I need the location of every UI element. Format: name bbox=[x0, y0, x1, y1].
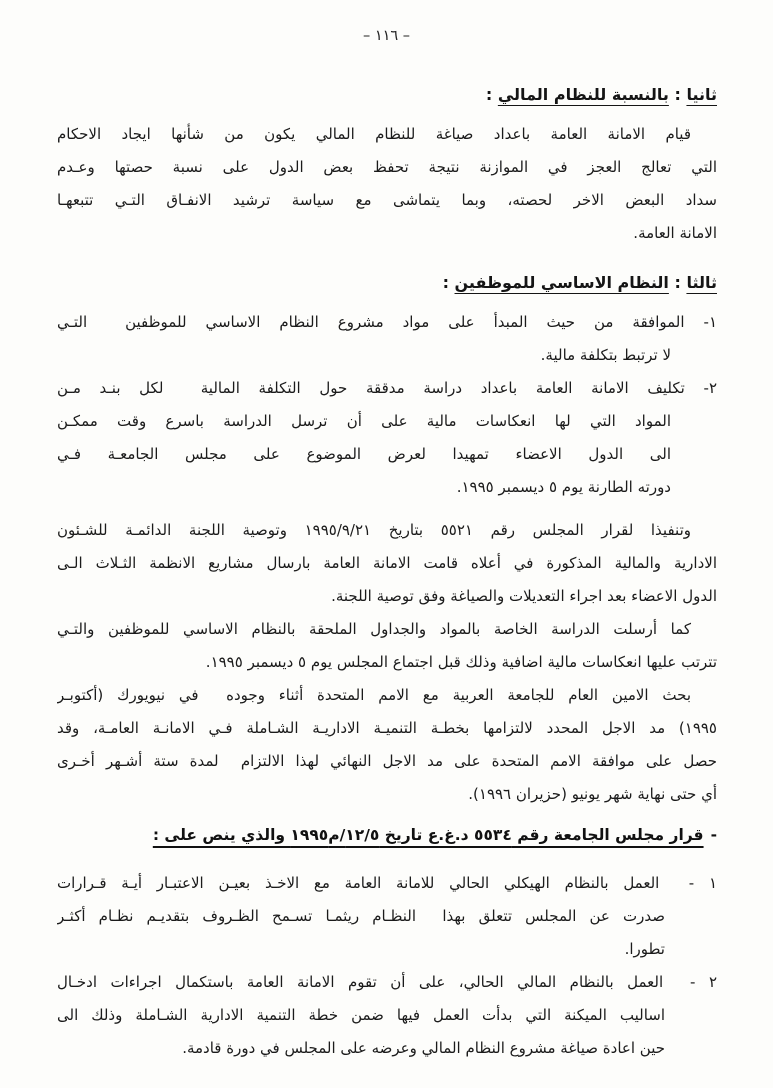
list-item-line: ٢ - العمل بالنظام المالي الحالي، على أن تقوم الامانة العامة باستكمال اجراءات ادخـال bbox=[57, 973, 717, 991]
list-item-line: ١ - العمل بالنظام الهيكلي الحالي للامانة العامة مع الاخـذ بعيـن الاعتبـار أيـة قـرارات bbox=[57, 874, 717, 892]
list-item-line: تطورا. bbox=[624, 940, 665, 958]
list-item-line: ٢- تكليف الامانة العامة باعداد دراسة مدققة حول التكلفة المالية لكل بنـد مـن bbox=[57, 379, 717, 397]
paragraph-line: الامانة العامة. bbox=[633, 224, 717, 242]
paragraph-line: وتنفيذا لقرار المجلس رقم ٥٥٢١ بتاريخ ١٩٩٥/٩/٢١ وتوصية اللجنة الدائمـة للشـئون bbox=[57, 521, 691, 539]
list-item-line: المواد التي لها انعكاسات مالية على أن ترسل الدراسة باسرع وقت ممكـن bbox=[57, 412, 671, 430]
heading-separator: : bbox=[668, 85, 687, 104]
paragraph-line: تترتب عليها انعكاسات مالية اضافية وذلك قبل اجتماع المجلس يوم ٥ ديسمبر ١٩٩٥. bbox=[205, 653, 717, 671]
heading-suffix: : bbox=[485, 85, 498, 104]
heading-title: بالنسبة للنظام المالي bbox=[497, 85, 669, 104]
page-number: – ١١٦ – bbox=[362, 28, 411, 44]
staff-section-heading bbox=[57, 270, 717, 296]
staff-item-2 bbox=[57, 372, 717, 504]
heading-title: النظام الاساسي للموظفين bbox=[454, 273, 669, 292]
paragraph-line: بحث الامين العام للجامعة العربية مع الامم المتحدة أثناء وجوده في نيويورك (أكتوبـر bbox=[57, 686, 691, 704]
list-item-line: صدرت عن المجلس تتعلق بهذا النظـام ريثمـا تسـمح الظـروف بتقديـم نظـام أكثـر bbox=[57, 907, 665, 925]
heading-dash: - bbox=[710, 826, 717, 844]
paragraph-line: كما أرسلت الدراسة الخاصة بالمواد والجداول الملحقة بالنظام الاساسي للموظفين والتـي bbox=[57, 620, 691, 638]
paragraph-line: قيام الامانة العامة باعداد صياغة للنظام المالي يكون من شأنها ايجاد الاحكام bbox=[57, 125, 691, 143]
decision-item-2 bbox=[57, 966, 717, 1065]
paragraph-line: سداد البعض الاخر لحصته، وبما يتماشى مع سياسة ترشيد الانفـاق التـي تتبعهـا bbox=[57, 191, 717, 209]
list-item-line: دورته الطارنة يوم ٥ ديسمبر ١٩٩٥. bbox=[456, 478, 671, 496]
paragraph-line: حصل على موافقة الامم المتحدة على مد الاجل النهائي لهذا الالتزام لمدة ستة أشـهر أخـرى bbox=[57, 752, 717, 770]
page-content bbox=[57, 76, 717, 1065]
paragraph-line: الادارية والمالية المذكورة في أعلاه قامت الامانة العامة بارسال مشاريع الانظمة الثـلاث الـى bbox=[57, 554, 717, 572]
paragraph-line: أي حتى نهاية شهر يونيو (حزيران ١٩٩٦). bbox=[468, 785, 717, 803]
heading-separator: : bbox=[668, 273, 687, 292]
heading-prefix: ثانيا bbox=[686, 85, 717, 104]
decision-heading-text: قرار مجلس الجامعة رقم ٥٥٣٤ د.غ.ع تاريخ ١٢/٥/م١٩٩٥ والذي ينص على : bbox=[152, 826, 704, 844]
heading-suffix: : bbox=[442, 273, 455, 292]
staff-item-1 bbox=[57, 306, 717, 372]
decision-item-1 bbox=[57, 867, 717, 966]
paragraph-line: التي تعالج العجز في الموازنة نتيجة تحفظ بعض الدول على نسبة حصتها وعـدم bbox=[57, 158, 717, 176]
heading-prefix: ثالثا bbox=[686, 273, 717, 292]
financial-paragraph bbox=[57, 118, 717, 250]
council-decision-heading bbox=[57, 821, 717, 849]
list-item-line: اساليب الميكنة التي بدأت العمل فيها ضمن خطة التنمية الادارية الشـاملة وذلك الى bbox=[57, 1006, 665, 1024]
financial-section-heading bbox=[57, 82, 717, 108]
paragraph-line: ١٩٩٥) مد الاجل المحدد لالتزامها بخطـة التنميـة الاداريـة الشـاملة فـي الامانـة العامـة، وقد bbox=[57, 719, 717, 737]
list-item-line: لا ترتبط بتكلفة مالية. bbox=[540, 346, 671, 364]
paragraph-line: الدول الاعضاء بعد اجراء التعديلات والصياغة وفق توصية اللجنة. bbox=[331, 587, 717, 605]
list-item-line: ١- الموافقة من حيث المبدأ على مواد مشروع النظام الاساسي للموظفين التـي bbox=[57, 313, 717, 331]
implementation-paragraph bbox=[57, 514, 717, 811]
list-item-line: الى الدول الاعضاء تمهيدا لعرض الموضوع على مجلس الجامعـة فـي bbox=[57, 445, 671, 463]
list-item-line: حين اعادة صياغة مشروع النظام المالي وعرضه على المجلس في دورة قادمة. bbox=[182, 1039, 665, 1057]
